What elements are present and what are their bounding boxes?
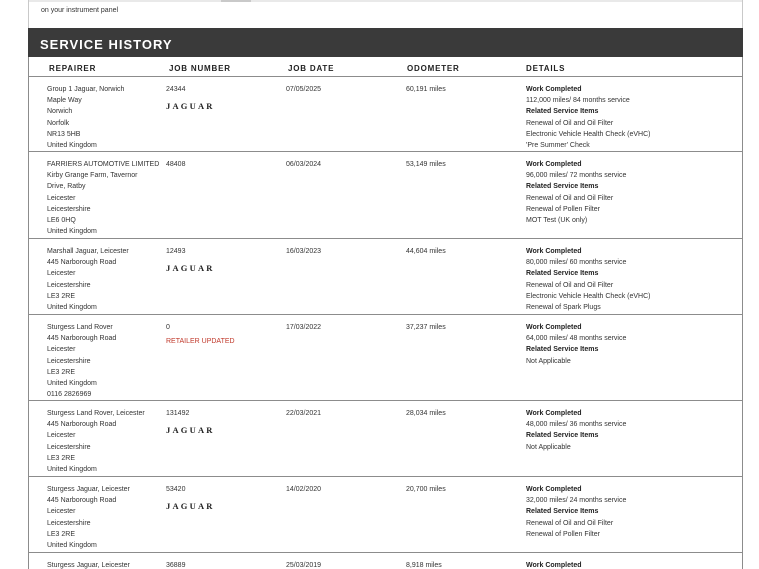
related-service-item: 'Pre Summer' Check	[526, 142, 590, 150]
repairer-address-line: United Kingdom	[47, 228, 97, 236]
repairer-name: Sturgess Land Rover	[47, 324, 113, 331]
details-cell	[526, 159, 736, 226]
service-history-table	[28, 57, 743, 569]
repairer-address-line: Leicestershire	[47, 357, 91, 365]
job-date-cell	[286, 159, 396, 170]
repairer-address-line: Leicestershire	[47, 205, 91, 213]
work-completed-heading: Work Completed	[526, 86, 582, 93]
job-number: 12493	[166, 248, 186, 255]
repairer-cell	[47, 408, 165, 475]
odometer-cell	[406, 484, 516, 495]
repairer-address-line: Leicester	[47, 270, 76, 278]
related-service-item: Renewal of Oil and Oil Filter	[526, 281, 614, 289]
odometer-cell	[406, 84, 516, 95]
details-cell	[526, 246, 736, 313]
column-header-job-number: JOB NUMBER	[169, 64, 231, 73]
work-completed-heading: Work Completed	[526, 324, 582, 331]
job-number-cell	[166, 408, 276, 436]
repairer-address-line: LE3 2RE	[47, 454, 76, 462]
section-title: SERVICE HISTORY	[40, 37, 173, 52]
related-service-item: Renewal of Oil and Oil Filter	[526, 519, 614, 527]
details-cell	[526, 84, 736, 151]
repairer-cell	[47, 84, 165, 151]
repairer-address-line: Leicester	[47, 194, 76, 202]
repairer-address-line: United Kingdom	[47, 380, 97, 388]
cropped-text-highlight	[221, 0, 251, 2]
related-service-item: Electronic Vehicle Health Check (eVHC)	[526, 130, 651, 138]
odometer-reading: 37,237 miles	[406, 324, 446, 331]
related-items-heading: Related Service Items	[526, 508, 599, 516]
odometer-reading: 60,191 miles	[406, 86, 446, 93]
job-number-cell	[166, 246, 276, 274]
details-cell	[526, 560, 736, 569]
work-completed-value: 112,000 miles/ 84 months service	[526, 97, 630, 105]
job-date: 07/05/2025	[286, 86, 322, 93]
repairer-address-line: LE3 2RE	[47, 292, 76, 300]
repairer-address-line: Norwich	[47, 108, 73, 116]
repairer-address-line: Leicestershire	[47, 443, 91, 451]
details-cell	[526, 484, 736, 540]
job-number-cell	[166, 484, 276, 512]
repairer-address-line: LE3 2RE	[47, 368, 76, 376]
odometer-cell	[406, 246, 516, 257]
related-items-heading: Related Service Items	[526, 432, 599, 440]
repairer-name: Sturgess Jaguar, Leicester	[47, 486, 130, 493]
table-row	[29, 553, 742, 569]
related-service-item: Renewal of Pollen Filter	[526, 205, 600, 213]
job-date-cell	[286, 246, 396, 257]
job-date-cell	[286, 560, 396, 569]
repairer-cell	[47, 484, 165, 551]
job-number: 53420	[166, 486, 186, 493]
repairer-address-line: 445 Narborough Road	[47, 335, 117, 343]
repairer-cell	[47, 322, 165, 400]
work-completed-value: 64,000 miles/ 48 months service	[526, 335, 627, 343]
odometer-cell	[406, 560, 516, 569]
table-header	[29, 57, 742, 77]
repairer-address-line: LE3 2RE	[47, 530, 76, 538]
job-number-cell	[166, 322, 276, 347]
work-completed-value: 32,000 miles/ 24 months service	[526, 497, 627, 505]
details-cell	[526, 322, 736, 367]
odometer-cell	[406, 322, 516, 333]
job-date-cell	[286, 408, 396, 419]
repairer-cell	[47, 159, 165, 237]
cropped-text-line	[29, 0, 742, 2]
repairer-address-line: United Kingdom	[47, 542, 97, 550]
repairer-address-line: LE6 0HQ	[47, 217, 76, 225]
column-header-repairer: REPAIRER	[49, 64, 97, 73]
work-completed-heading: Work Completed	[526, 562, 582, 569]
retailer-updated-badge: RETAILER UPDATED	[166, 338, 235, 346]
job-number: 0	[166, 324, 170, 331]
related-items-heading: Related Service Items	[526, 270, 599, 278]
odometer-reading: 8,918 miles	[406, 562, 442, 569]
repairer-address-line: United Kingdom	[47, 304, 97, 312]
table-row	[29, 239, 742, 315]
work-completed-heading: Work Completed	[526, 410, 582, 417]
repairer-address-line: Maple Way	[47, 97, 82, 105]
details-cell	[526, 408, 736, 453]
job-date-cell	[286, 322, 396, 333]
repairer-address-line: Drive, Ratby	[47, 183, 86, 191]
job-number: 24344	[166, 86, 186, 93]
work-completed-heading: Work Completed	[526, 161, 582, 168]
repairer-name: Sturgess Land Rover, Leicester	[47, 410, 145, 417]
repairer-address-line: Leicester	[47, 508, 76, 516]
table-row	[29, 77, 742, 152]
related-service-item: Renewal of Pollen Filter	[526, 530, 600, 538]
service-history-header	[28, 28, 743, 57]
odometer-cell	[406, 408, 516, 419]
repairer-address-line: Leicestershire	[47, 281, 91, 289]
odometer-reading: 53,149 miles	[406, 161, 446, 168]
work-completed-heading: Work Completed	[526, 248, 582, 255]
related-service-item: Renewal of Oil and Oil Filter	[526, 119, 614, 127]
jaguar-logo: JAGUAR	[166, 501, 215, 512]
column-header-odometer: ODOMETER	[407, 64, 460, 73]
repairer-address-line: 445 Narborough Road	[47, 259, 117, 267]
job-date: 14/02/2020	[286, 486, 322, 493]
job-number: 131492	[166, 410, 190, 417]
job-number-cell	[166, 159, 276, 170]
column-header-details: DETAILS	[526, 64, 566, 73]
job-date-cell	[286, 84, 396, 95]
job-number: 36889	[166, 562, 186, 569]
job-date: 06/03/2024	[286, 161, 322, 168]
job-date: 25/03/2019	[286, 562, 322, 569]
jaguar-logo: JAGUAR	[166, 263, 215, 274]
table-row	[29, 152, 742, 239]
repairer-name: Marshall Jaguar, Leicester	[47, 248, 129, 255]
related-service-item: Renewal of Oil and Oil Filter	[526, 194, 614, 202]
odometer-reading: 28,034 miles	[406, 410, 446, 417]
table-row	[29, 315, 742, 401]
repairer-name: Group 1 Jaguar, Norwich	[47, 86, 125, 93]
related-items-heading: Related Service Items	[526, 183, 599, 191]
repairer-cell	[47, 560, 165, 569]
repairer-address-line: United Kingdom	[47, 466, 97, 474]
repairer-address-line: Norfolk	[47, 119, 70, 127]
job-date: 16/03/2023	[286, 248, 322, 255]
repairer-address-line: United Kingdom	[47, 142, 97, 150]
job-date: 22/03/2021	[286, 410, 322, 417]
related-service-item: Electronic Vehicle Health Check (eVHC)	[526, 292, 651, 300]
repairer-address-line: 0116 2826969	[47, 391, 92, 399]
odometer-reading: 20,700 miles	[406, 486, 446, 493]
job-date-cell	[286, 484, 396, 495]
repairer-address-line: Leicester	[47, 432, 76, 440]
related-items-heading: Related Service Items	[526, 346, 599, 354]
job-number-cell	[166, 560, 276, 569]
repairer-name: FARRIERS AUTOMOTIVE LIMITED	[47, 161, 160, 168]
table-row	[29, 401, 742, 477]
repairer-name: Sturgess Jaguar, Leicester	[47, 562, 130, 569]
repairer-address-line: Leicester	[47, 346, 76, 354]
work-completed-value: 96,000 miles/ 72 months service	[526, 172, 627, 180]
table-row	[29, 477, 742, 553]
column-header-job-date: JOB DATE	[288, 64, 335, 73]
work-completed-heading: Work Completed	[526, 486, 582, 493]
jaguar-logo: JAGUAR	[166, 425, 215, 436]
related-service-item: Not Applicable	[526, 357, 571, 365]
repairer-cell	[47, 246, 165, 313]
work-completed-value: 80,000 miles/ 60 months service	[526, 259, 627, 267]
related-service-item: MOT Test (UK only)	[526, 217, 588, 225]
odometer-cell	[406, 159, 516, 170]
repairer-address-line: NR13 5HB	[47, 130, 81, 138]
previous-section-fragment	[28, 0, 743, 28]
job-number-cell	[166, 84, 276, 112]
jaguar-logo: JAGUAR	[166, 101, 215, 112]
work-completed-value: 48,000 miles/ 36 months service	[526, 421, 627, 429]
top-note: on your instrument panel	[41, 7, 119, 14]
repairer-address-line: Leicestershire	[47, 519, 91, 527]
repairer-address-line: Kirby Grange Farm, Tavernor	[47, 172, 138, 180]
related-service-item: Not Applicable	[526, 443, 571, 451]
repairer-address-line: 445 Narborough Road	[47, 421, 117, 429]
related-items-heading: Related Service Items	[526, 108, 599, 116]
job-date: 17/03/2022	[286, 324, 322, 331]
job-number: 48408	[166, 161, 186, 168]
repairer-address-line: 445 Narborough Road	[47, 497, 117, 505]
related-service-item: Renewal of Spark Plugs	[526, 304, 601, 312]
odometer-reading: 44,604 miles	[406, 248, 446, 255]
